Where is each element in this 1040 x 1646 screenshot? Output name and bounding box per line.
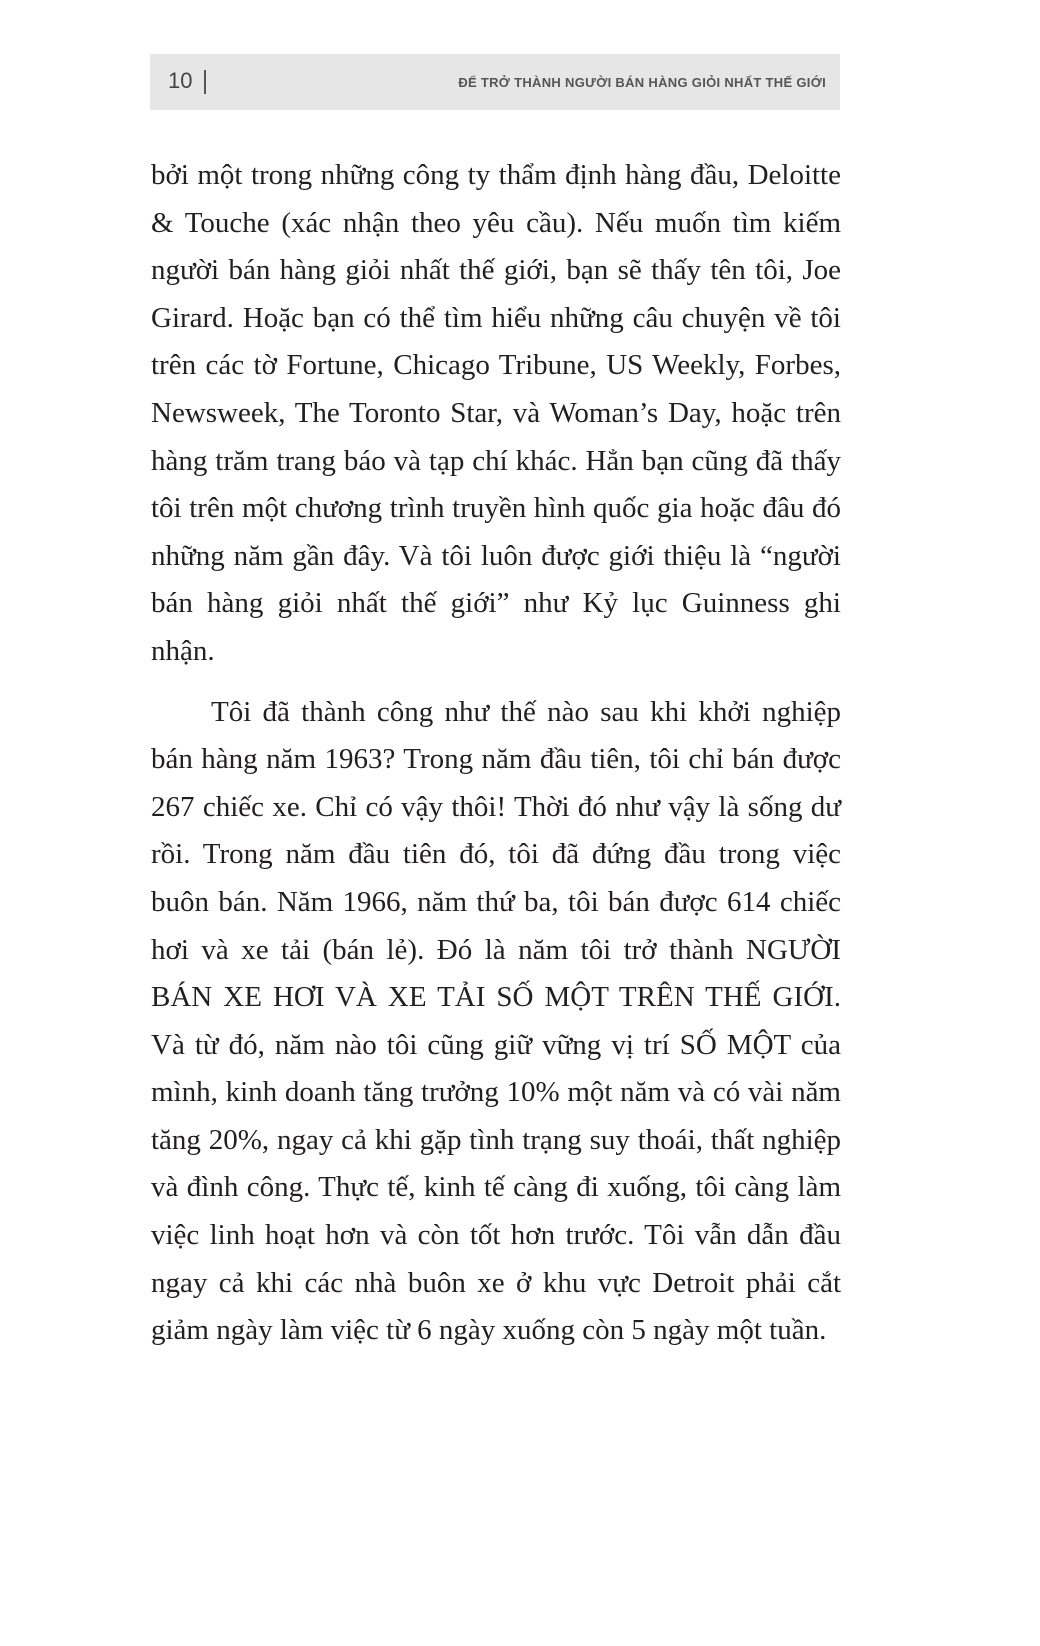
paragraph-sales-history: Tôi đã thành công như thế nào sau khi khởi nghiệp bán hàng năm 1963? Trong năm đầu tiên, tôi chỉ bán được 267 chiếc xe. Chỉ có vậy thôi! Thời đó như vậy là sống dư rồi. Trong năm đầu tiên đó, tôi đã đứng đầu trong việc buôn bán. Năm 1966, năm thứ ba, tôi bán được 614 chiếc hơi và xe tải (bán lẻ). Đó là năm tôi trở thành NGƯỜI BÁN XE HƠI VÀ XE TẢI SỐ MỘT TRÊN THẾ GIỚI. Và từ đó, năm nào tôi cũng giữ vững vị trí SỐ MỘT của mình, kinh doanh tăng trưởng 10% một năm và có vài năm tăng 20%, ngay cả khi gặp tình trạng suy thoái, thất nghiệp và đình công. Thực tế, kinh tế càng đi xuống, tôi càng làm việc linh hoạt hơn và còn tốt hơn trước. Tôi vẫn dẫn đầu ngay cả khi các nhà buôn xe ở khu vực Detroit phải cắt giảm ngày làm việc từ 6 ngày xuống còn 5 ngày một tuần. <box>151 695 841 1347</box>
book-title: ĐỂ TRỞ THÀNH NGƯỜI BÁN HÀNG GIỎI NHẤT THẾ GIỚI <box>458 75 826 90</box>
paragraph-continued: bởi một trong những công ty thẩm định hàng đầu, Deloitte & Touche (xác nhận theo yêu cầu). Nếu muốn tìm kiếm người bán hàng giỏi nhất thế giới, bạn sẽ thấy tên tôi, Joe Girard. Hoặc bạn có thể tìm hiểu những câu chuyện về tôi trên các tờ Fortune, Chicago Tribune, US Weekly, Forbes, Newsweek, The Toronto Star, và Woman’s Day, hoặc trên hàng trăm trang báo và tạp chí khác. Hẳn bạn cũng đã thấy tôi trên một chương trình truyền hình quốc gia hoặc đâu đó những năm gần đây. Và tôi luôn được giới thiệu là “người bán hàng giỏi nhất thế giới” như Kỷ lục Guinness ghi nhận. <box>151 159 841 667</box>
page-number: 10 <box>168 68 193 93</box>
page-body <box>151 152 841 1355</box>
header-divider <box>204 70 206 94</box>
running-header <box>150 54 840 110</box>
